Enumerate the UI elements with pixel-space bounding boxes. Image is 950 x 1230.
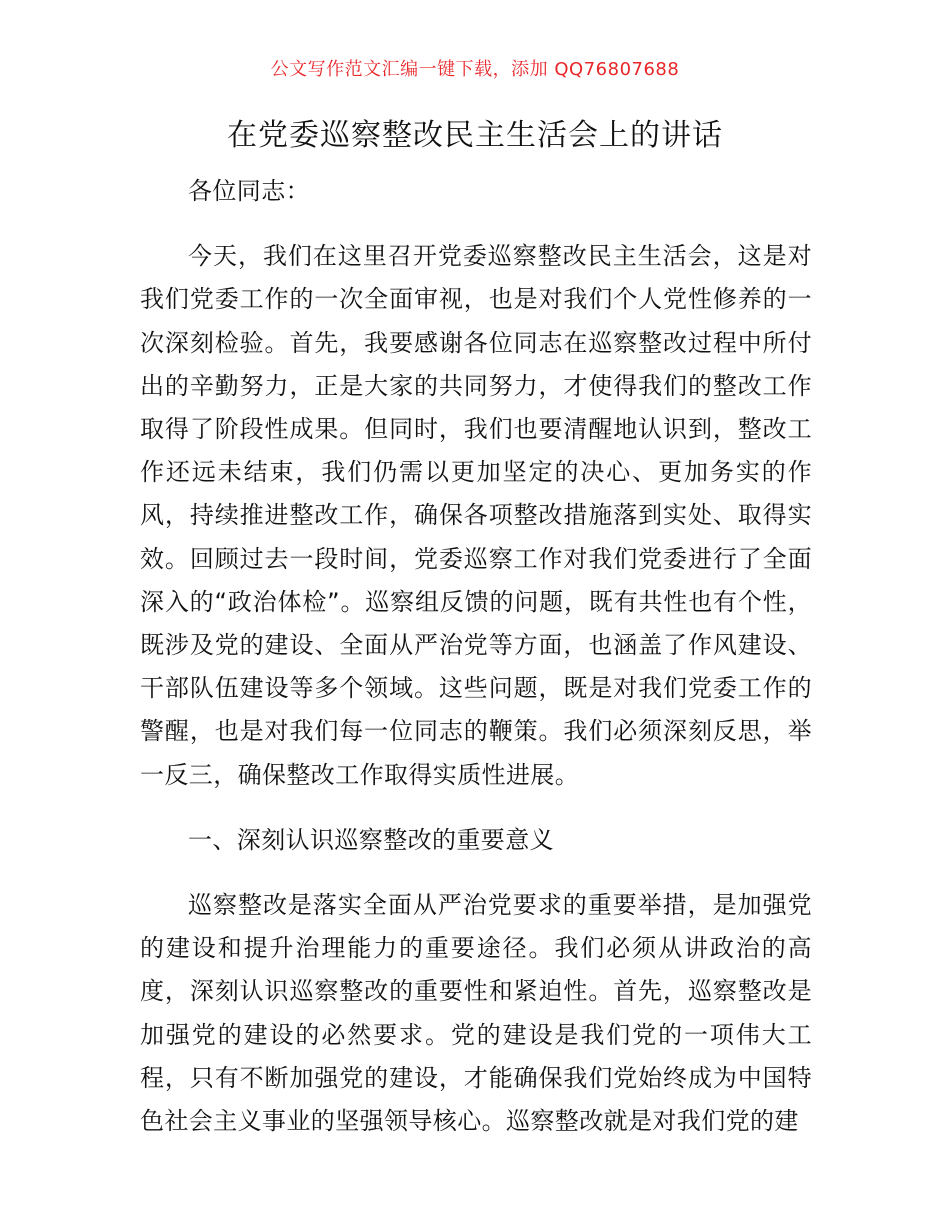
paragraph-spacer (140, 213, 812, 235)
paragraph-intro: 今天，我们在这里召开党委巡察整改民主生活会，这是对我们党委工作的一次全面审视，也是对我们个人党性修养的一次深刻检验。首先，我要感谢各位同志在巡察整改过程中所付出的辛勤努力，正是大家的共同努力，才使得我们的整改工作取得了阶段性成果。但同时，我们也要清醒地认识到，整改工作还远未结束，我们仍需以更加坚定的决心、更加务实的作风，持续推进整改工作，确保各项整改措施落到实处、取得实效。回顾过去一段时间，党委巡察工作对我们党委进行了全面深入的“政治体检”。巡察组反馈的问题，既有共性也有个性，既涉及党的建设、全面从严治党等方面，也涵盖了作风建设、干部队伍建设等多个领域。这些问题，既是对我们党委工作的警醒，也是对我们每一位同志的鞭策。我们必须深刻反思，举一反三，确保整改工作取得实质性进展。 (140, 242, 812, 789)
paragraph-section-1: 巡察整改是落实全面从严治党要求的重要举措，是加强党的建设和提升治理能力的重要途径。我们必须从讲政治的高度，深刻认识巡察整改的重要性和紧迫性。首先，巡察整改是加强党的建设的必然要求。党的建设是我们党的一项伟大工程，只有不断加强党的建设，才能确保我们党始终成为中国特色社会主义事业的坚强领导核心。巡察整改就是对我们党的建 (140, 891, 812, 1136)
paragraph-spacer (140, 862, 812, 884)
salutation: 各位同志： (188, 177, 310, 205)
download-banner: 公文写作范文汇编一键下载，添加 QQ76807688 (270, 59, 680, 80)
paragraph-spacer (140, 797, 812, 819)
document-title: 在党委巡察整改民主生活会上的讲话 (227, 118, 723, 153)
section-heading-1: 一、深刻认识巡察整改的重要意义 (188, 825, 554, 854)
document-body (140, 170, 812, 1143)
